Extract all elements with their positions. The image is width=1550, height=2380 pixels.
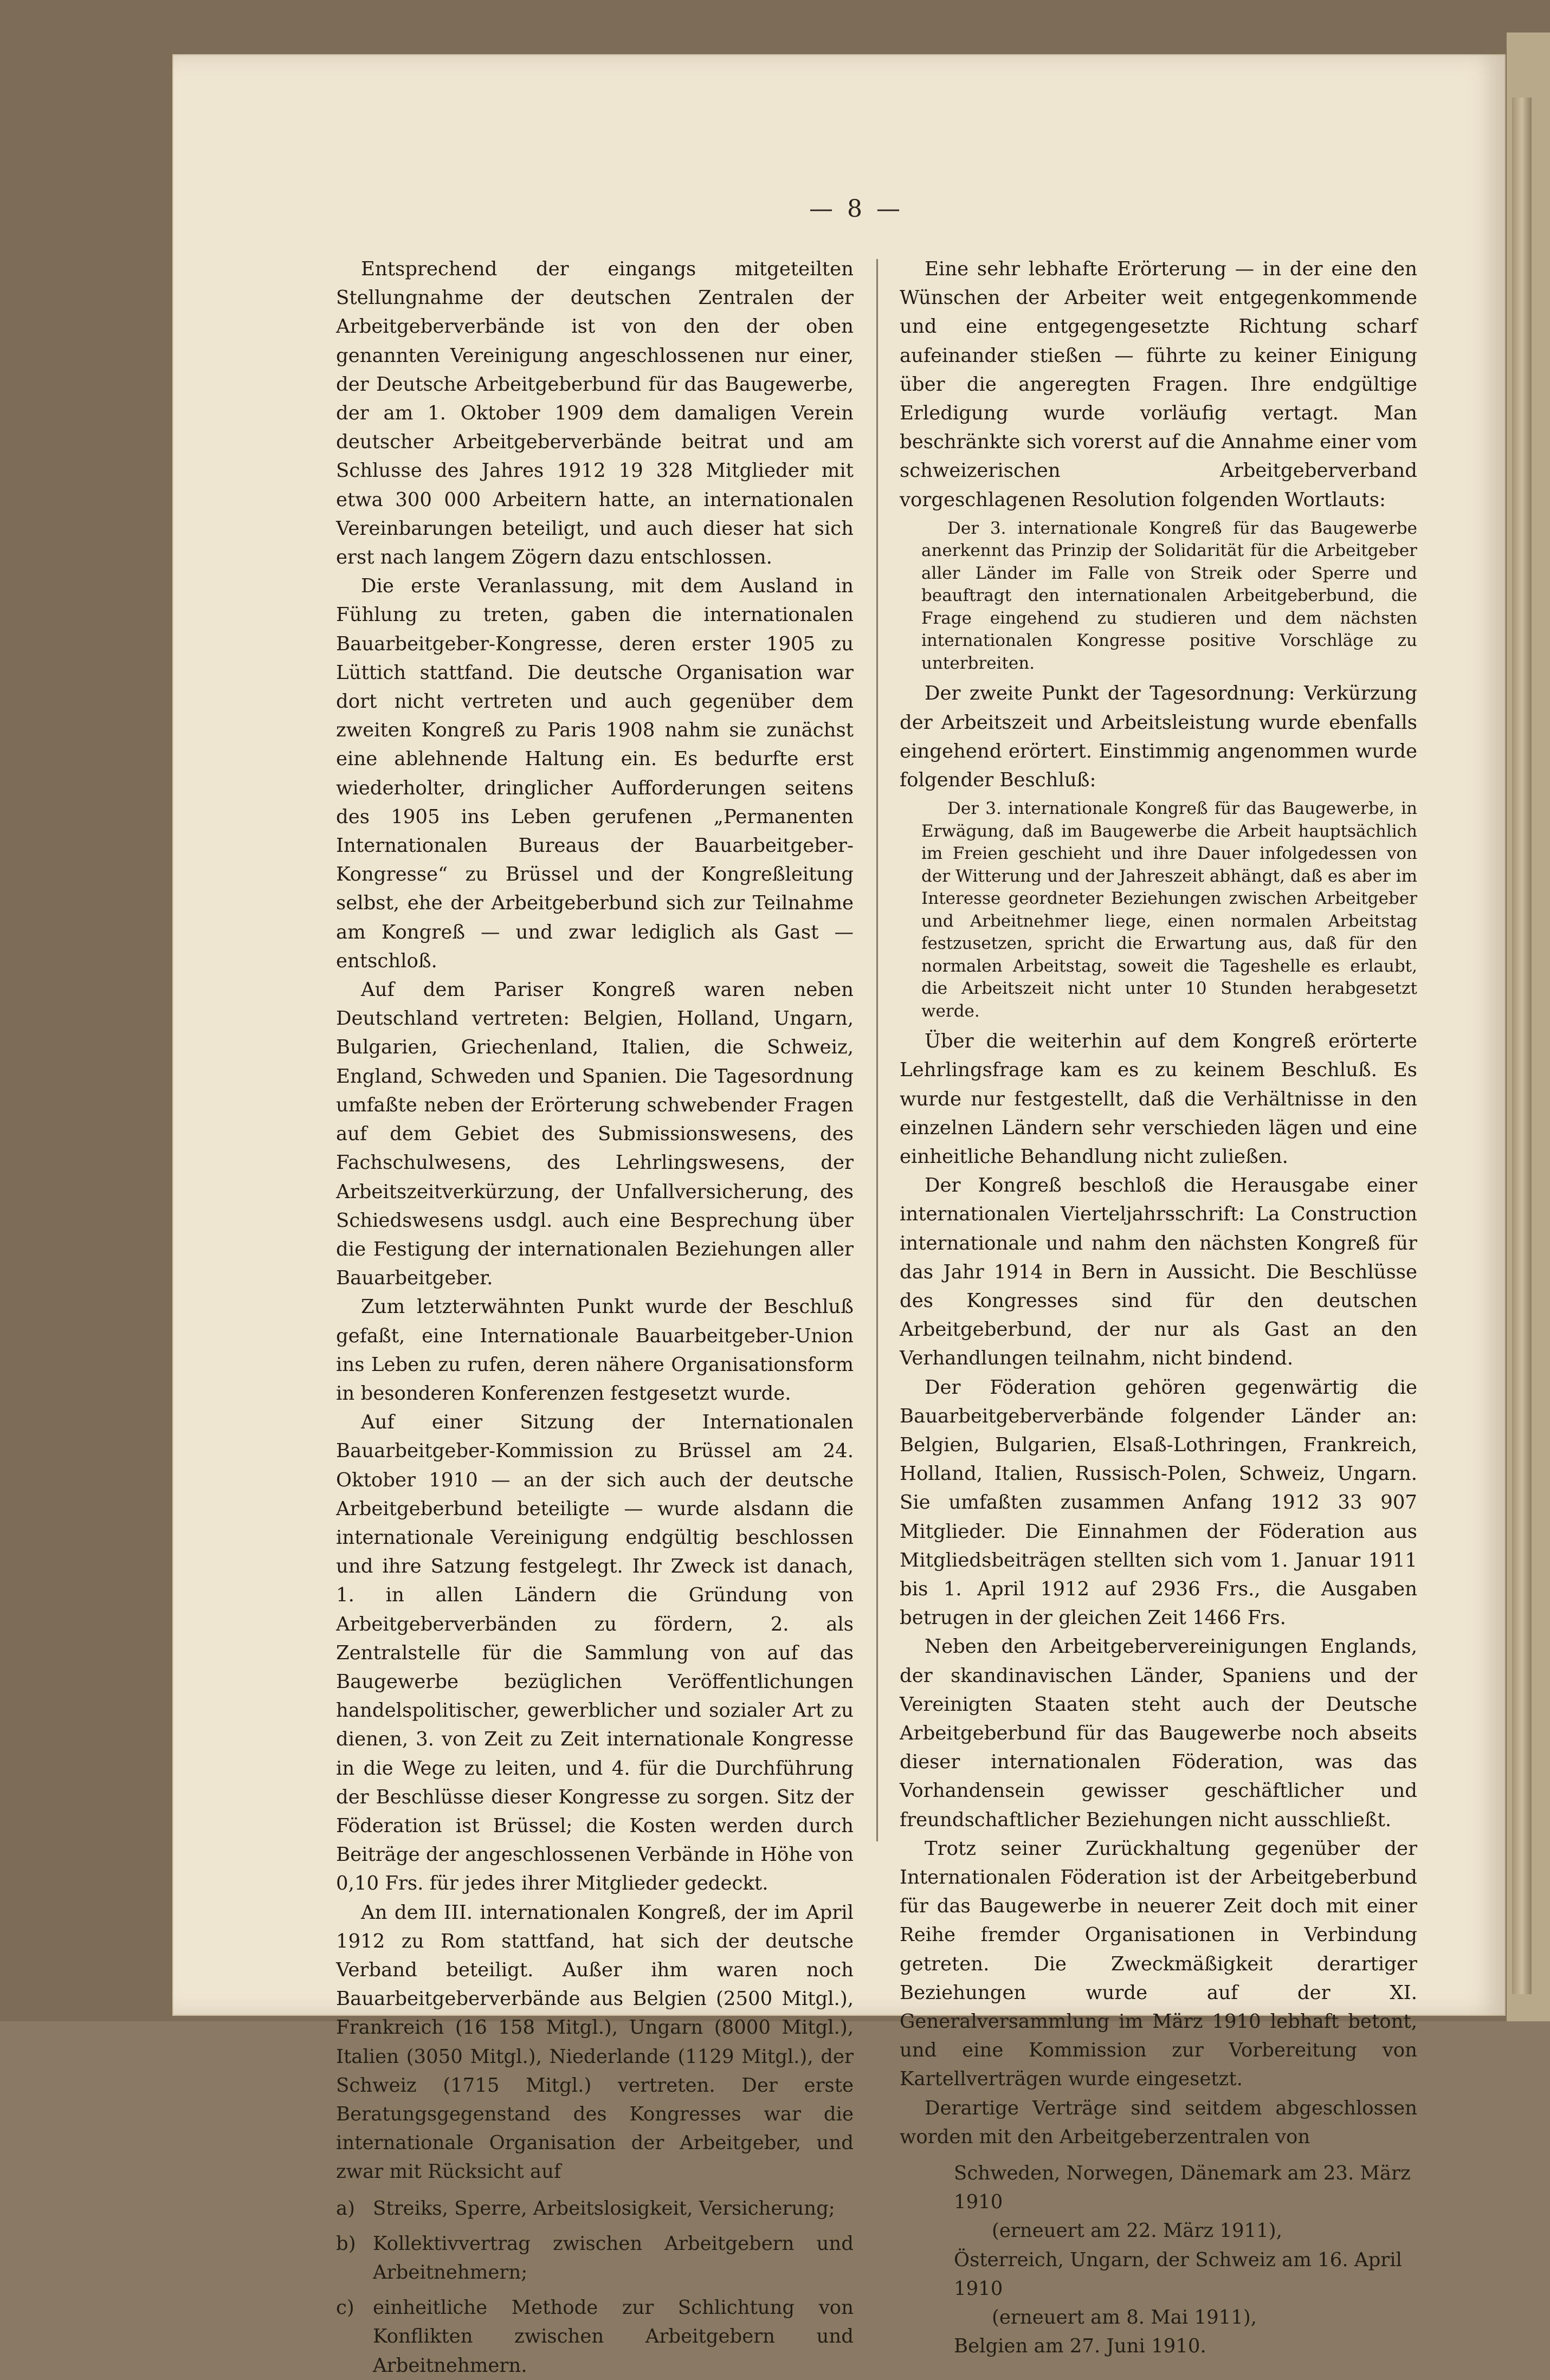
list-item-label: a) [336,2197,356,2220]
paragraph: Auf dem Pariser Kongreß waren neben Deutschland vertreten: Belgien, Holland, Ungarn, Bulgarien, Griechenland, Italien, die Schweiz, England, Schweden und Spanien. Die Tagesordnung umfaßte neben der Erörterung schwebender Fragen auf dem Gebiet des Submissionswesens, des Fachschulwesens, des Lehrlingswesens, der Arbeitszeitverkürzung, der Unfallversicherung, des Schiedswesens usdgl. auch eine Besprechung über die Festigung der internationalen Beziehungen aller Bauarbeitgeber. [336,979,854,1290]
list-item-label: c) [336,2297,354,2319]
list-item [336,2293,854,2380]
list-item-text: einheitliche Methode zur Schlichtung von Konflikten zwischen Arbeitgebern und Arbeitnehmern. [373,2297,854,2377]
paragraph: Zum letzterwähnten Punkt wurde der Beschluß gefaßt, eine Internationale Bauarbeitgeber-Union ins Leben zu rufen, deren nähere Organisationsform in besonderen Konferenzen festgesetzt wurde. [336,1296,854,1405]
quote-text: Der 3. internationale Kongreß für das Baugewerbe anerkennt das Prinzip der Solidarität für die Arbeitgeber aller Länder im Falle von Streik oder Sperre und beauftragt den internationalen Arbeitgeberbund, die Frage eingehend zu studieren und dem nächsten internationalen Kongresse positive Vorschläge zu unterbreiten. [921,518,1417,673]
quote-text: Der 3. internationale Kongreß für das Baugewerbe, in Erwägung, daß im Baugewerbe die Arbeit hauptsächlich im Freien geschieht und ihre Dauer infolgedessen von der Witterung und der Jahreszeit abhängt, daß es aber im Interesse geordneter Beziehungen zwischen Arbeitgeber und Arbeitnehmer liege, einen normalen Arbeitstag festzusetzen, spricht die Erwartung aus, daß für den normalen Arbeitstag, soweit die Tageshelle es erlaubt, die Arbeitszeit nicht unter 10 Stunden herabgesetzt werde. [921,799,1417,1021]
list-item [336,2229,854,2287]
paragraph: Neben den Arbeitgebervereinigungen Englands, der skandinavischen Länder, Spaniens und der Vereinigten Staaten steht auch der Deutsche Arbeitgeberbund für das Baugewerbe noch abseits dieser internationalen Föderation, was das Vorhandensein gewisser geschäftlicher und freundschaftlicher Beziehungen nicht ausschließt. [900,1635,1417,1831]
paragraph: Eine sehr lebhafte Erörterung — in der eine den Wünschen der Arbeiter weit entgegenkommende und eine entgegengesetzte Richtung scharf aufeinander stießen — führte zu keiner Einigung über die angeregten Fragen. Ihre endgültige Erledigung wurde vorläufig vertagt. Man beschränkte sich vorerst auf die Annahme einer vom schweizerischen Arbeitgeberverband vorgeschlagenen Resolution folgenden Wortlauts: [900,258,1417,511]
paragraph: Der Kongreß beschloß die Herausgabe einer internationalen Vierteljahrsschrift: La Construction internationale und nahm den nächsten Kongreß für das Jahr 1914 in Bern in Aussicht. Die Beschlüsse des Kongresses sind für den deutschen Arbeitgeberbund, der nur als Gast an den Verhandlungen teilnahm, nicht bindend. [900,1174,1417,1370]
list-item-label: b) [336,2232,356,2255]
topic-list [336,2194,854,2380]
column-divider [876,259,878,1841]
paragraph: Entsprechend der eingangs mitgeteilten Stellungnahme der deutschen Zentralen der Arbeitgeberverbände ist von den der oben genannten Vereinigung angeschlossenen nur einer, der Deutsche Arbeitgeberbund für das Baugewerbe, der am 1. Oktober 1909 dem damaligen Verein deutscher Arbeitgeberverbände beitrat und am Schlusse des Jahres 1912 19 328 Mitglieder mit etwa 300 000 Arbeitern hatte, an internationalen Vereinbarungen beteiligt, und auch dieser hat sich erst nach langem Zögern dazu entschlossen. [336,258,854,569]
resolution-quote [900,798,1417,1023]
treaty-entry: Österreich, Ungarn, der Schweiz am 16. April 1910 [954,2248,1402,2300]
page-number: — 8 — [809,195,903,223]
list-item-text: Streiks, Sperre, Arbeitslosigkeit, Versicherung; [373,2197,835,2220]
paragraph: Der zweite Punkt der Tagesordnung: Verkürzung der Arbeitszeit und Arbeitsleistung wurde ebenfalls eingehend erörtert. Einstimmig angenommen wurde folgender Beschluß: [900,682,1417,791]
right-column [900,255,1417,2360]
paragraph: Über die weiterhin auf dem Kongreß erörterte Lehrlingsfrage kam es zu keinem Beschluß. Es wurde nur festgestellt, daß die Verhältnisse in den einzelnen Ländern sehr verschieden lägen und eine einheitliche Behandlung nicht zuließen. [900,1030,1417,1168]
paragraph: Trotz seiner Zurückhaltung gegenüber der Internationalen Föderation ist der Arbeitgeberbund für das Baugewerbe in neuerer Zeit doch mit einer Reihe fremder Organisationen in Verbindung getreten. Die Zweckmäßigkeit derartiger Beziehungen wurde auf der XI. Generalversammlung im März 1910 lebhaft betont, und eine Kommission zur Vorbereitung von Kartellverträgen wurde eingesetzt. [900,1837,1417,2091]
treaty-list [900,2159,1417,2360]
treaty-entry: Schweden, Norwegen, Dänemark am 23. März 1910 [954,2162,1411,2214]
paragraph: Die erste Veranlassung, mit dem Ausland in Fühlung zu treten, gaben die internationalen Bauarbeitgeber-Kongresse, deren erster 1905 zu Lüttich stattfand. Die deutsche Organisation war dort nicht vertreten und auch gegenüber dem zweiten Kongreß zu Paris 1908 nahm sie zunächst eine ablehnende Haltung ein. Es bedurfte erst wiederholter, dringlicher Aufforderungen seitens des 1905 ins Leben gerufenen „Permanenten Internationalen Bureaus der Bauarbeitgeber-Kongresse“ zu Brüssel und der Kongreßleitung selbst, ehe der Arbeitgeberbund sich zur Teilnahme am Kongreß — und zwar lediglich als Gast — entschloß. [336,575,854,972]
treaty-entry: Belgien am 27. Juni 1910. [954,2335,1206,2358]
paragraph: Derartige Verträge sind seitdem abgeschlossen worden mit den Arbeitgeberzentralen von [900,2097,1417,2148]
paragraph: An dem III. internationalen Kongreß, der im April 1912 zu Rom stattfand, hat sich der deutsche Verband beteiligt. Außer ihm waren noch Bauarbeitgeberverbände aus Belgien (2500 Mitgl.), Frankreich (16 158 Mitgl.), Ungarn (8000 Mitgl.), Italien (3050 Mitgl.), Niederlande (1129 Mitgl.), der Schweiz (1715 Mitgl.) vertreten. Der erste Beratungsgegenstand des Kongresses war die internationale Organisation der Arbeitgeber, und zwar mit Rücksicht auf [336,1901,854,2183]
list-item-text: Kollektivvertrag zwischen Arbeitgebern und Arbeitnehmern; [373,2232,854,2284]
list-item [336,2194,854,2223]
book-edge-strip [1512,98,1532,1994]
left-column [336,255,854,2380]
resolution-quote [900,518,1417,675]
treaty-note: (erneuert am 22. März 1911), [992,2220,1282,2242]
paragraph: Der Föderation gehören gegenwärtig die Bauarbeitgeberverbände folgender Länder an: Belgien, Bulgarien, Elsaß-Lothringen, Frankreich, Holland, Italien, Russisch-Polen, Schweiz, Ungarn. Sie umfaßten zusammen Anfang 1912 33 907 Mitglieder. Die Einnahmen der Föderation aus Mitgliedsbeiträgen stellten sich vom 1. Januar 1911 bis 1. April 1912 auf 2936 Frs., die Ausgaben betrugen in der gleichen Zeit 1466 Frs. [900,1376,1417,1629]
treaty-note: (erneuert am 8. Mai 1911), [992,2306,1257,2329]
paragraph: Auf einer Sitzung der Internationalen Bauarbeitgeber-Kommission zu Brüssel am 24. Oktober 1910 — an der sich auch der deutsche Arbeitgeberbund beteiligte — wurde alsdann die internationale Vereinigung endgültig beschlossen und ihre Satzung festgelegt. Ihr Zweck ist danach, 1. in allen Ländern die Gründung von Arbeitgeberverbänden zu fördern, 2. als Zentralstelle für die Sammlung von auf das Baugewerbe bezüglichen Veröffentlichungen handelspolitischer, gewerblicher und sozialer Art zu dienen, 3. von Zeit zu Zeit internationale Kongresse in die Wege zu leiten, und 4. für die Durchführung der Beschlüsse dieser Kongresse zu sorgen. Sitz der Föderation ist Brüssel; die Kosten werden durch Beiträge der angeschlossenen Verbände in Höhe von 0,10 Frs. für jedes ihrer Mitglieder gedeckt. [336,1411,854,1895]
